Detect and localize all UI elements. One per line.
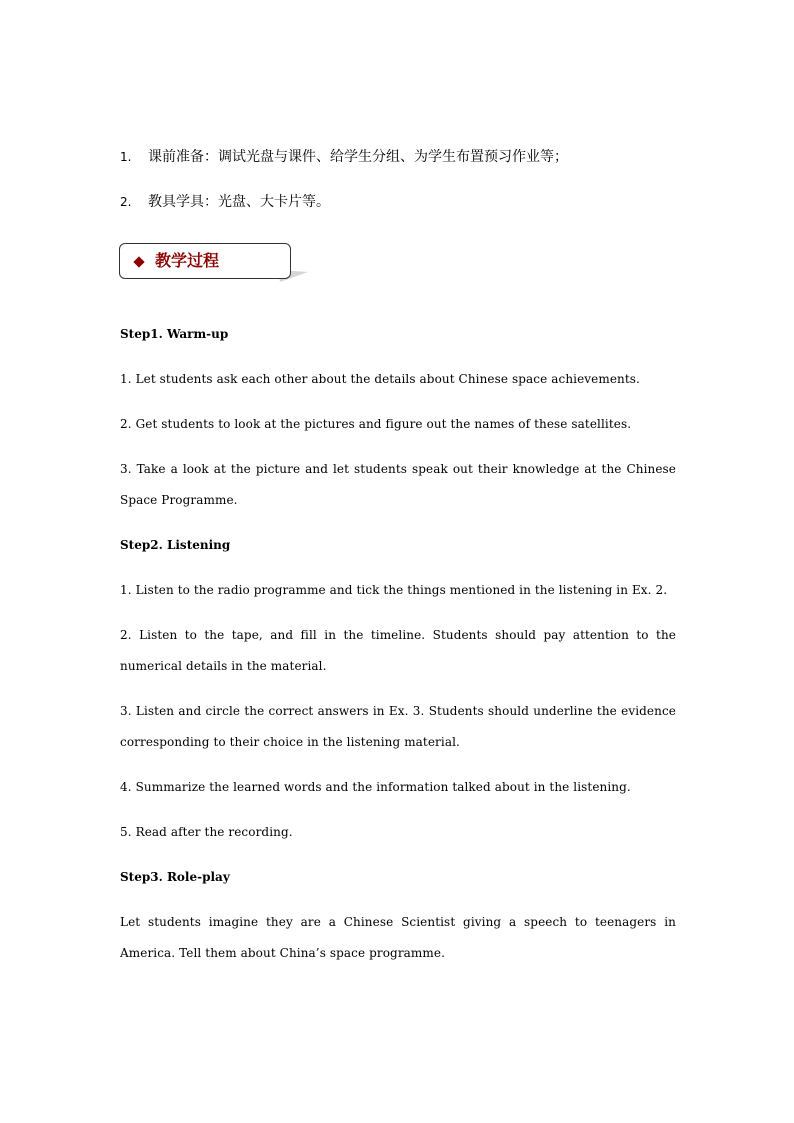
step-paragraph: 1. Listen to the radio programme and tick the things mentioned in the listening in Ex. 2. bbox=[120, 583, 668, 597]
step-paragraph: 3. Take a look at the picture and let students speak out their knowledge at the Chinese Space Programme. bbox=[120, 462, 676, 507]
step-paragraph: 2. Get students to look at the pictures and figure out the names of these satellites. bbox=[120, 417, 632, 431]
step-title: Step3. Role-play bbox=[120, 870, 230, 884]
step-title: Step1. Warm-up bbox=[120, 327, 229, 341]
diamond-icon bbox=[133, 256, 144, 267]
section-banner bbox=[118, 242, 310, 284]
step-listening bbox=[120, 530, 676, 848]
lesson-steps bbox=[120, 319, 676, 969]
step-paragraph: 1. Let students ask each other about the details about Chinese space achievements. bbox=[120, 372, 640, 386]
prep-item-2 bbox=[120, 193, 330, 211]
prep-item-text: 教具学具：光盘、大卡片等。 bbox=[148, 194, 330, 210]
prep-item-number: 1. bbox=[120, 150, 132, 164]
banner-box bbox=[119, 243, 291, 279]
prep-item-text: 课前准备：调试光盘与课件、给学生分组、为学生布置预习作业等； bbox=[148, 149, 568, 165]
step-paragraph: 3. Listen and circle the correct answers in Ex. 3. Students should underline the evidence corresponding to their choice in the listening material. bbox=[120, 704, 676, 749]
step-paragraph: 4. Summarize the learned words and the information talked about in the listening. bbox=[120, 780, 631, 794]
step-warm-up bbox=[120, 319, 676, 516]
step-paragraph: Let students imagine they are a Chinese Scientist giving a speech to teenagers in America. Tell them about China’s space programme. bbox=[120, 915, 676, 960]
step-role-play bbox=[120, 862, 676, 969]
step-paragraph: 2. Listen to the tape, and fill in the timeline. Students should pay attention to the numerical details in the material. bbox=[120, 628, 676, 673]
prep-item-1 bbox=[120, 148, 568, 166]
step-paragraph: 5. Read after the recording. bbox=[120, 825, 293, 839]
step-title: Step2. Listening bbox=[120, 538, 231, 552]
section-title: 教学过程 bbox=[155, 251, 220, 270]
prep-item-number: 2. bbox=[120, 195, 132, 209]
